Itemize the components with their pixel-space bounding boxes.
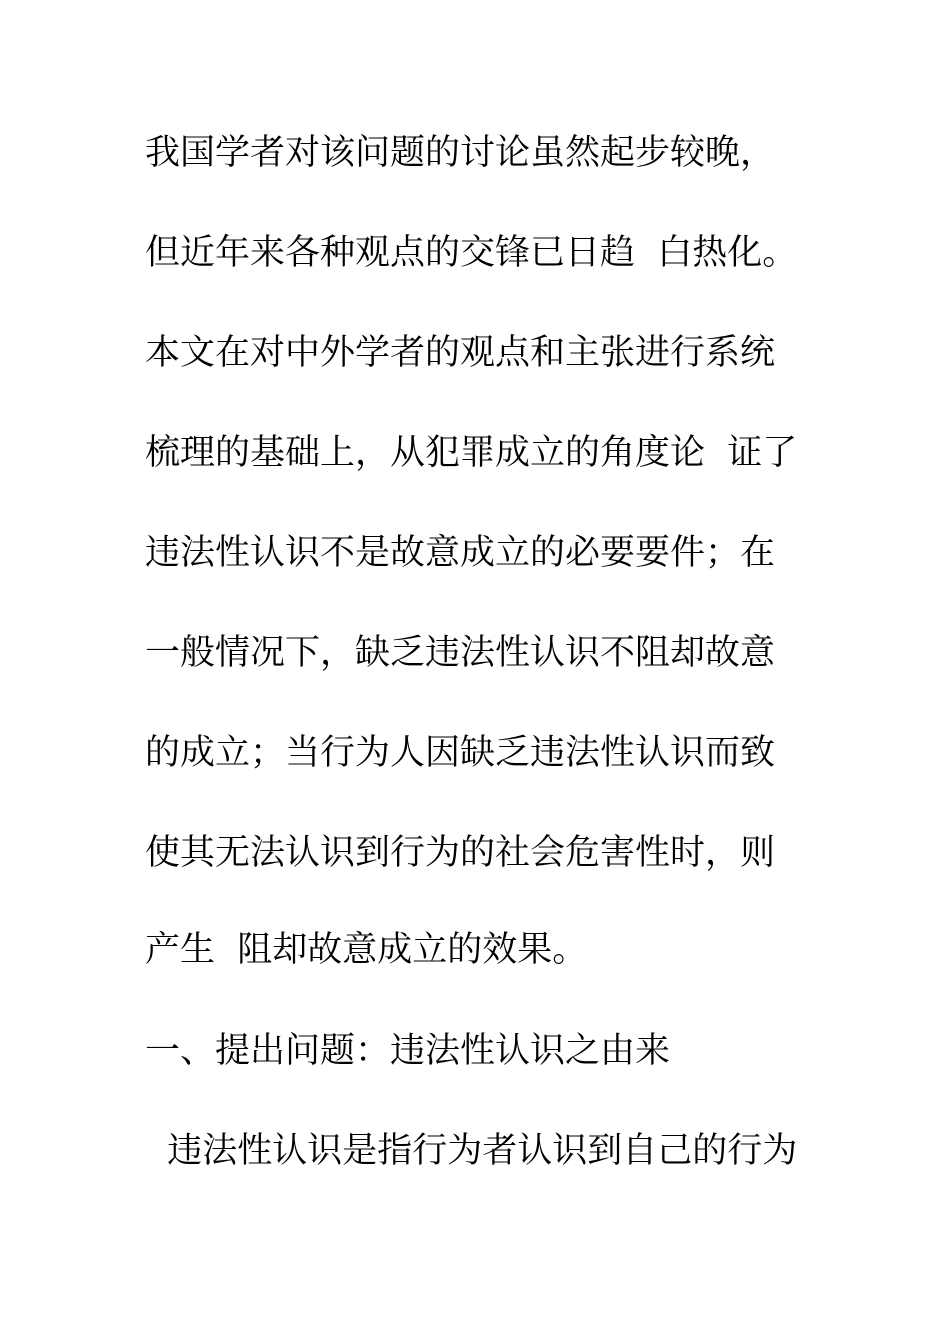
paragraph-line: 产生 阻却故意成立的效果。 <box>145 930 588 970</box>
paragraph-line: 但近年来各种观点的交锋已日趋 白热化。 <box>145 233 798 273</box>
paragraph-line: 梳理的基础上，从犯罪成立的角度论 证了 <box>145 433 798 473</box>
section-heading: 一、提出问题：违法性认识之由来 <box>145 1031 671 1071</box>
paragraph-line: 本文在对中外学者的观点和主张进行系统 <box>145 333 776 373</box>
paragraph-line: 使其无法认识到行为的社会危害性时，则 <box>145 833 776 873</box>
paragraph-line: 违法性认识是指行为者认识到自己的行为 <box>145 1131 798 1171</box>
paragraph-line: 的成立；当行为人因缺乏违法性认识而致 <box>145 733 776 773</box>
paragraph-line: 我国学者对该问题的讨论虽然起步较晚， <box>145 133 776 173</box>
paragraph-line: 违法性认识不是故意成立的必要要件；在 <box>145 533 776 573</box>
paragraph-line: 一般情况下，缺乏违法性认识不阻却故意 <box>145 633 776 673</box>
